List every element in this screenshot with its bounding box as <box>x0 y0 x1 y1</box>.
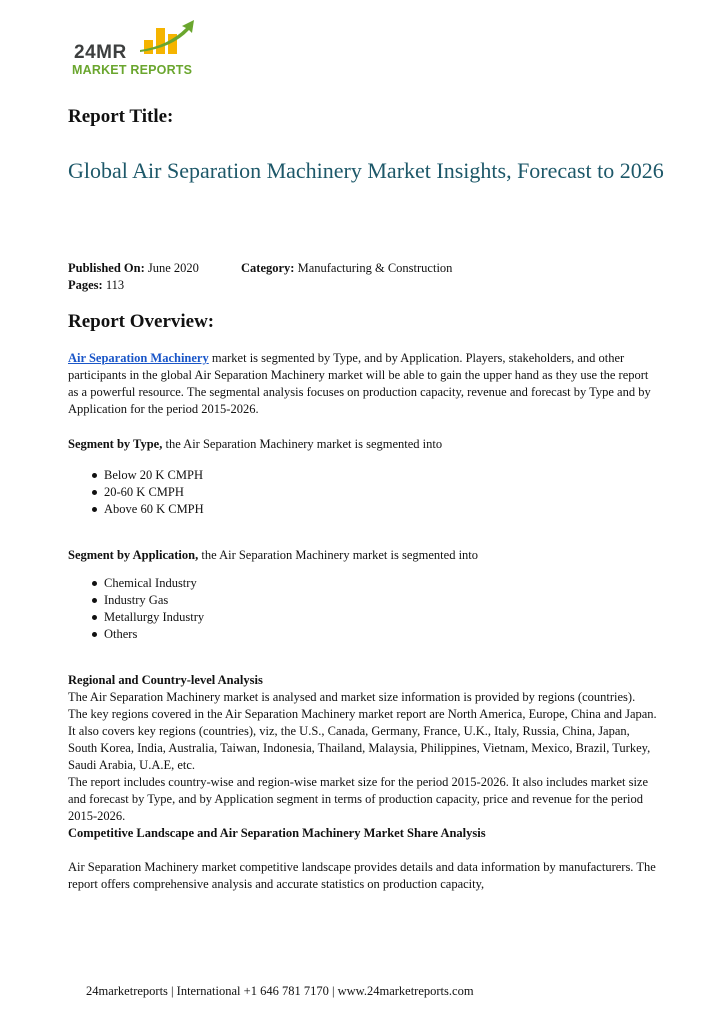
logo <box>70 16 220 78</box>
published-value: June 2020 <box>147 261 199 275</box>
published-label: Published On: <box>68 261 145 275</box>
logo-text-24mr: 24MR <box>74 42 127 63</box>
segment-type-list <box>68 467 204 518</box>
page-footer: 24marketreports | International +1 646 781 7170 | www.24marketreports.com <box>86 984 474 998</box>
category-value: Manufacturing & Construction <box>297 261 453 275</box>
air-separation-machinery-link[interactable]: Air Separation Machinery <box>68 351 209 365</box>
list-item: Above 60 K CMPH <box>68 501 204 518</box>
regional-paragraph-3: The report includes country-wise and region-wise market size for the period 2015-2026. It also includes market size and forecast by Type, and by Application segment in terms of production capacity, price and revenue for the period 2015-2026. <box>68 775 649 823</box>
list-item: Below 20 K CMPH <box>68 467 204 484</box>
pages <box>68 278 124 293</box>
pages-value: 113 <box>105 278 125 292</box>
segment-type-label: Segment by Type, <box>68 437 163 451</box>
report-title: Global Air Separation Machinery Market Insights, Forecast to 2026 <box>68 158 664 183</box>
category <box>241 261 452 276</box>
logo-text-market-reports: MARKET REPORTS <box>72 63 193 77</box>
list-item: Others <box>68 626 204 643</box>
bar-chart-logo-icon <box>138 16 210 58</box>
list-item: Industry Gas <box>68 592 204 609</box>
pages-label: Pages: <box>68 278 103 292</box>
competitive-heading: Competitive Landscape and Air Separation Machinery Market Share Analysis <box>68 826 486 840</box>
segment-application-text: the Air Separation Machinery market is segmented into <box>198 548 479 562</box>
spacer <box>68 842 658 859</box>
overview-heading: Report Overview: <box>68 311 215 332</box>
competitive-paragraph-1: Air Separation Machinery market competitive landscape provides details and data information by manufacturers. The report offers comprehensive analysis and accurate statistics on production capacity, <box>68 860 656 891</box>
segment-type-text: the Air Separation Machinery market is segmented into <box>162 437 443 451</box>
list-item: Metallurgy Industry <box>68 609 204 626</box>
segment-application-label: Segment by Application, <box>68 548 199 562</box>
list-item: Chemical Industry <box>68 575 204 592</box>
list-item: 20-60 K CMPH <box>68 484 204 501</box>
segment-application-list <box>68 575 204 643</box>
segment-type-intro <box>68 436 658 453</box>
regional-paragraph-1: The Air Separation Machinery market is analysed and market size information is provided by regions (countries). <box>68 690 636 704</box>
overview-paragraph <box>68 350 658 418</box>
regional-section <box>68 672 658 893</box>
category-label: Category: <box>241 261 295 275</box>
regional-heading: Regional and Country-level Analysis <box>68 673 263 687</box>
segment-application-intro <box>68 547 658 564</box>
regional-paragraph-2: The key regions covered in the Air Separation Machinery market report are North America, Europe, China and Japan. It also covers key regions (countries), viz, the U.S., Canada, Germany, France, U.K., Italy, Russia, China, Japan, South Korea, India, Australia, Taiwan, Indonesia, Thailand, Malaysia, Philippines, Vietnam, Mexico, Brazil, Turkey, Saudi Arabia, U.A.E, etc. <box>68 707 657 772</box>
overview-text: market is segmented by Type, and by Application. Players, stakeholders, and other participants in the global Air Separation Machinery market will be able to gain the upper hand as they use the report as a powerful resource. The segmental analysis focuses on production capacity, revenue and forecast by Type and by Application for the period 2015-2026. <box>68 351 651 416</box>
report-title-label: Report Title: <box>68 106 174 127</box>
published-on <box>68 261 199 276</box>
